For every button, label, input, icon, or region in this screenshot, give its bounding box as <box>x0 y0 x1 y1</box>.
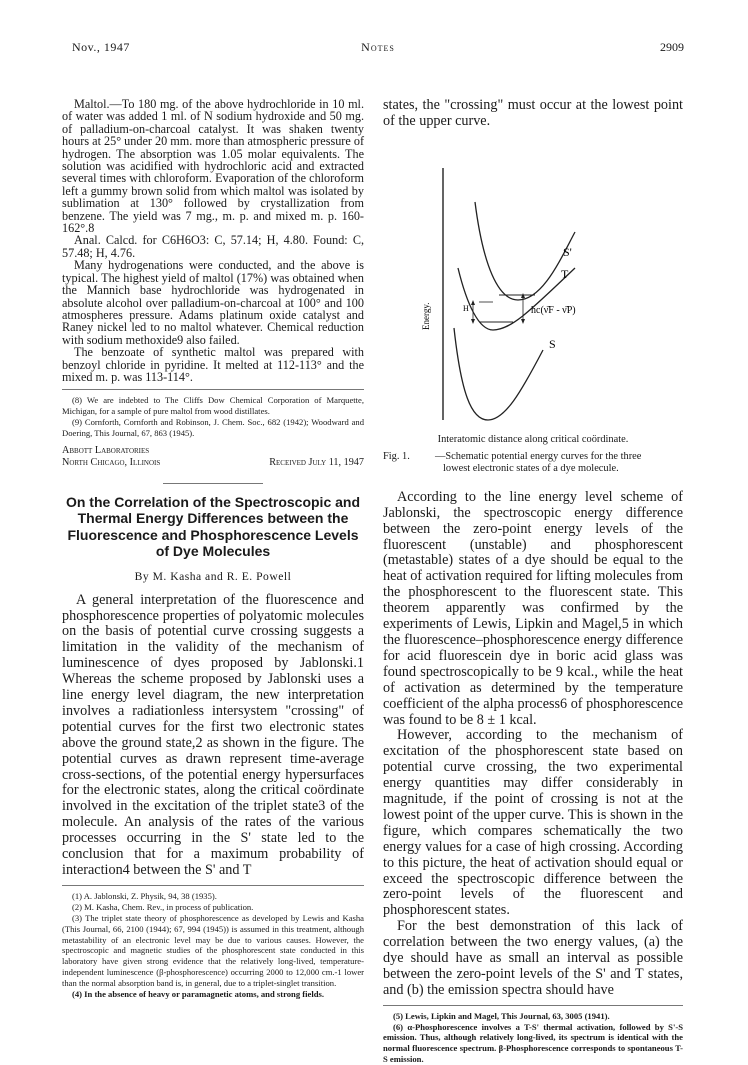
label-s-prime: S' <box>563 244 572 259</box>
footnote-5: (5) Lewis, Lipkin and Magel, This Journal, 63, 3005 (1941). <box>393 1010 610 1021</box>
t-curve <box>458 268 575 330</box>
hydrogenation-paragraph: Many hydrogenations were conducted, and the above is typical. The highest yield of maltol (17%) was obtained when the Mannich base hydrochloride was hydrogenated in absolute alcohol over palladium-on-charcoal at 100° and 100 atmospheres pressure. Adams platinum oxide catalyst and Raney nickel led to no maltol whatever. Chemical reduction with sodium methoxide9 also failed. <box>62 258 364 347</box>
left-column <box>62 98 364 1000</box>
article-title: On the Correlation of the Spectroscopic and Thermal Energy Differences between the Fluorescence and Phosphorescence Levels of Dye Molecules <box>65 493 361 560</box>
x-axis-caption: Interatomic distance along critical coördinate. <box>437 433 629 445</box>
best-demonstration-paragraph: For the best demonstration of this lack of correlation between the two energy values, (a) the dye should have as small an interval as possible between the zero-point levels of the S' and T states, and (b) the emission spectra should have <box>383 918 683 998</box>
running-header <box>72 40 684 56</box>
intro-paragraph: A general interpretation of the fluorescence and phosphorescence properties of polyatomic molecules on the basis of potential curve crossing suggests a limitation in the validity of the mechanism of luminescence of dyes proposed by Jablonski.1 Whereas the scheme proposed by Jablonski uses a line energy level diagram, the new interpretation involves a radiationless intersystem "crossing" of potential curves for the first two electronic states above the ground state,2 as shown in the figure. The potential curves as drawn represent time-average cross-sections, of the potential energy hypersurfaces for the electronic states, along the critical coördinate involved in the excitation of the triplet state3 of the molecule. An analysis of the rates of the various processes occurring in the S' state led to the conclusion that for a maximum probability of interaction4 between the S' and T <box>62 591 364 878</box>
page-number: 2909 <box>660 40 684 54</box>
received-date: Received July 11, 1947 <box>269 456 364 468</box>
footnote-rule-2 <box>62 885 364 886</box>
potential-energy-figure <box>383 130 683 430</box>
label-s: S <box>549 336 556 351</box>
caption-line-2: lowest electronic states of a dye molecule. <box>443 463 619 475</box>
footnote-9: (9) Cornforth, Cornforth and Robinson, J. Chem. Soc., 682 (1942); Woodward and Doering, This Journal, 67, 863 (1945). <box>62 417 364 439</box>
states-paragraph: states, the "crossing" must occur at the lowest point of the upper curve. <box>383 97 683 129</box>
maltol-paragraph: Maltol.—To 180 mg. of the above hydrochloride in 10 ml. of water was added 1 ml. of N sodium hydroxide and 50 mg. of palladium-on-charcoal catalyst. It was shaken twenty hours at 25° under 20 mm. more than atmospheric pressure of hydrogen. The absorption was 1.05 molar equivalents. The solution was acidified with hydrochloric acid and extracted several times with chloroform. Evaporation of the chloroform left a gummy brown solid from which maltol was isolated by sublimation at 130° followed by crystallization from benzene. The yield was 7 mg., m. p. and mixed m. p. 160-162°.8 <box>62 97 364 236</box>
header-section: Notes <box>361 40 395 54</box>
footnote-rule-3 <box>383 1005 683 1006</box>
h-arrow-head-down <box>471 319 475 324</box>
figure-caption <box>383 451 683 476</box>
footnote-2: (2) M. Kasha, Chem. Rev., in process of publication. <box>72 901 254 912</box>
analysis-paragraph: Anal. Calcd. for C6H6O3: C, 57.14; H, 4.80. Found: C, 57.48; H, 4.76. <box>62 233 364 260</box>
header-date: Nov., 1947 <box>72 40 130 54</box>
caption-line-1: —Schematic potential energy curves for the three <box>435 450 642 462</box>
jablonski-paragraph: According to the line energy level scheme of Jablonski, the spectroscopic energy difference between the zero-point energy levels of the fluorescent (unstable) and phosphorescent (metastable) states of a dye should be equal to the heat of activation required for lifting molecules from the phosphorescent to the fluorescent state. This theorem apparently was confirmed by the experiments of Lewis, Lipkin and Magel,5 in which the fluorescence–phosphorescence energy difference for acid fluorescein dye in boric acid glass was found spectroscopically to be 9 kcal., while the heat of activation as determined by the temperature coefficient of the alpha process6 of phosphorescence was found to be 8 ± 1 kcal. <box>383 488 683 728</box>
h-arrow-head-up <box>471 300 475 305</box>
s-prime-curve <box>475 202 575 300</box>
label-h: H <box>463 303 469 313</box>
benzoate-paragraph: The benzoate of synthetic maltol was prepared with benzoyl chloride in pyridine. It melted at 112-113° and the mixed m. p. was 113-114°. <box>62 345 364 384</box>
footnote-1: (1) A. Jablonski, Z. Physik, 94, 38 (1935). <box>72 890 217 901</box>
affiliation-line-1: Abbott Laboratories <box>62 444 150 456</box>
footnote-8: (8) We are indebted to The Cliffs Dow Chemical Corporation of Marquette, Michigan, for a sample of pure maltol from wood distillates. <box>62 395 364 417</box>
footnote-6: (6) α-Phosphorescence involves a T-S' thermal activation, followed by S'-S emission. Thus, although relatively long-lived, its spectrum is identical with the normal fluorescence spectrum. β-Phosphorescence corresponds to spontaneous T-S emission. <box>383 1021 683 1064</box>
figure-label: Fig. 1. <box>383 450 410 462</box>
footnote-4: (4) In the absence of heavy or paramagnetic atoms, and strong fields. <box>72 989 324 1000</box>
however-paragraph: However, according to the mechanism of excitation of the phosphorescent state based on potential curve crossing, the two experimental energy quantities may differ considerably in magnitude, if the point of crossing is not at the lowest point of the upper curve. This is shown in the figure, which compares schematically the two energy values for a case of high crossing. According to this picture, the heat of activation should equal or exceed the spectroscopic difference between the zero-point levels of the fluorescent and phosphorescent states. <box>383 727 683 919</box>
label-energy: Energy. <box>421 302 431 330</box>
footnote-3: (3) The triplet state theory of phosphorescence as developed by Lewis and Kasha (This Journal, 66, 2100 (1944); 67, 994 (1945)) is assumed in this treatment, although metastability of an electronic level may be due to various causes. However, the spectroscopic and magnetic studies of the phosphorescent state conducted in this laboratory have given strong evidence that the relatively long-lived, temperature-independent luminescence (β-phosphorescence) occurring 2000 to 12,000 cm.-1 lower than the normal absorption band is, in general, due to a triplet-singlet transition. <box>62 912 364 989</box>
article-byline: By M. Kasha and R. E. Powell <box>134 569 292 583</box>
s-curve <box>454 328 543 420</box>
affiliation-line-2: North Chicago, Illinois <box>62 456 161 468</box>
section-divider <box>163 483 263 484</box>
affiliation-block <box>62 445 364 469</box>
hc-arrow-head-down <box>521 319 525 324</box>
potential-curves-diagram <box>383 130 683 430</box>
footnote-rule <box>62 389 364 390</box>
right-column <box>383 98 683 1065</box>
label-hc: hc(ν̄F - ν̄P) <box>531 304 576 316</box>
label-t: T <box>561 266 569 281</box>
